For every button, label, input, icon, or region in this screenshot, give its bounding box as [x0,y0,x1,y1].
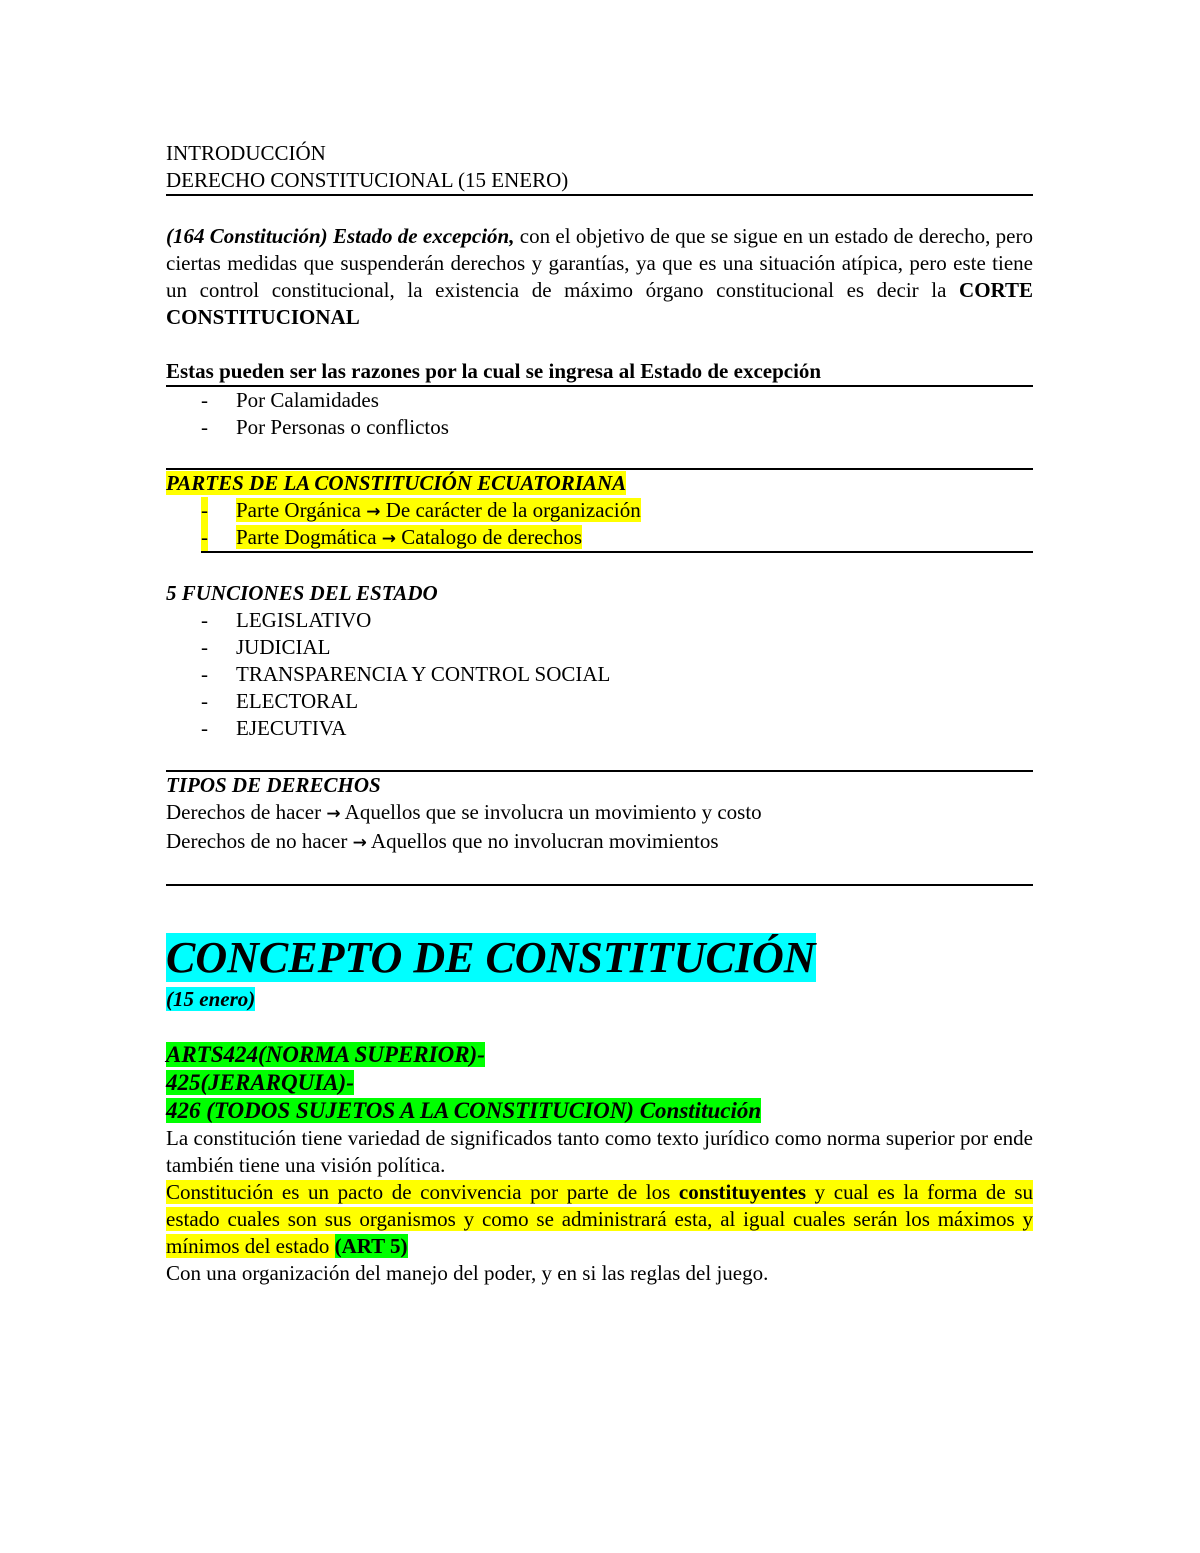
partes-heading: PARTES DE LA CONSTITUCIÓN ECUATORIANA [166,471,627,495]
arrow-icon: → [366,502,381,522]
list-item-text: ELECTORAL [236,689,359,713]
funciones-heading: 5 FUNCIONES DEL ESTADO [166,581,438,605]
arts-425: 425(JERARQUIA)- [166,1070,354,1095]
razones-heading: Estas pueden ser las razones por la cual se ingresa al Estado de excepción [166,358,1033,387]
section-divider [166,456,1033,470]
concepto-paragraph-3: Con una organización del manejo del poder, y en si las reglas del juego. [166,1261,769,1285]
dash-bullet: - [201,608,208,632]
funciones-list [166,607,1033,742]
razones-list [166,387,1033,441]
dash-bullet: - [201,662,208,686]
tipos-line [166,828,1033,857]
concepto-title-line [166,930,1033,986]
list-item [166,715,1033,742]
concepto-title: CONCEPTO DE CONSTITUCIÓN [166,933,816,982]
list-item [166,634,1033,661]
list-item [166,661,1033,688]
parte-organica-desc: De carácter de la organización [380,498,641,522]
list-item [166,497,1033,524]
list-item-text: TRANSPARENCIA Y CONTROL SOCIAL [236,662,611,686]
tipos-right: Aquellos que no involucran movimientos [366,829,719,853]
tipos-line [166,799,1033,828]
parte-dogmatica-desc: Catalogo de derechos [396,525,583,549]
partes-list [166,497,1033,553]
para2-text-b: y cual es la forma de su estado cuales son sus organismos y como se administrará esta, al igual cuales serán los máximos y mínimos del estado [166,1180,1034,1258]
para2-art: (ART 5) [334,1234,408,1258]
parte-dogmatica [236,525,582,549]
tipos-right: Aquellos que se involucra un movimiento y costo [340,800,762,824]
arrow-icon: → [352,833,367,853]
partes-heading-line [166,470,1033,497]
tipos-left: Derechos de no hacer [166,829,353,853]
arrow-icon: → [326,804,341,824]
parte-organica [236,498,641,522]
excepcion-paragraph [166,223,1033,331]
excepcion-lead: (164 Constitución) Estado de excepción, [166,224,515,248]
section-divider [166,872,1033,886]
list-item-text: EJECUTIVA [236,716,347,740]
arts-line [166,1041,1033,1069]
dash-bullet: - [201,388,208,412]
para2-text-a: Constitución es un pacto de convivencia por parte de los [166,1180,679,1204]
arts-line [166,1069,1033,1097]
dash-bullet: - [201,415,208,439]
arrow-icon: → [381,529,397,549]
list-item [166,688,1033,715]
list-item [166,414,1033,441]
list-item-text: JUDICIAL [236,635,331,659]
list-item [166,607,1033,634]
concepto-date-line [166,986,1033,1013]
arts-424: ARTS424(NORMA SUPERIOR)- [166,1042,485,1067]
dash-bullet: - [201,498,208,522]
tipos-left: Derechos de hacer [166,800,327,824]
tipos-heading: TIPOS DE DERECHOS [166,773,381,797]
dash-bullet: - [201,689,208,713]
doc-title-subject: DERECHO CONSTITUCIONAL (15 ENERO) [166,167,1033,196]
arts-426: 426 (TODOS SUJETOS A LA CONSTITUCION) Constitución [166,1098,762,1123]
section-divider [166,758,1033,772]
dash-bullet: - [201,635,208,659]
document-page [166,140,1033,1287]
para2-strong: constituyentes [678,1180,807,1204]
list-item-text: LEGISLATIVO [236,608,372,632]
parte-dogmatica-label: Parte Dogmática [236,525,382,549]
concepto-date: (15 enero) [166,987,256,1011]
concepto-paragraph-1: La constitución tiene variedad de significados tanto como texto jurídico como norma superior por ende también tiene una visión política. [166,1126,1033,1177]
dash-bullet: - [201,716,208,740]
excepcion-body: con el objetivo de que se sigue en un estado de derecho, pero ciertas medidas que suspenderán derechos y garantías, ya que es una situación atípica, pero este tiene un control constitucional, la existencia de máximo órgano constitucional es decir la [166,224,1033,302]
arts-line [166,1097,1033,1125]
excepcion-strong: CORTE CONSTITUCIONAL [166,278,1033,329]
concepto-paragraph-2 [166,1179,1033,1260]
list-item [166,387,1033,414]
dash-bullet: - [201,525,208,549]
list-item-text: Por Personas o conflictos [236,415,449,439]
list-item-text: Por Calamidades [236,388,379,412]
parte-organica-label: Parte Orgánica [236,498,367,522]
doc-title-intro: INTRODUCCIÓN [166,141,326,165]
list-item [201,524,1033,553]
